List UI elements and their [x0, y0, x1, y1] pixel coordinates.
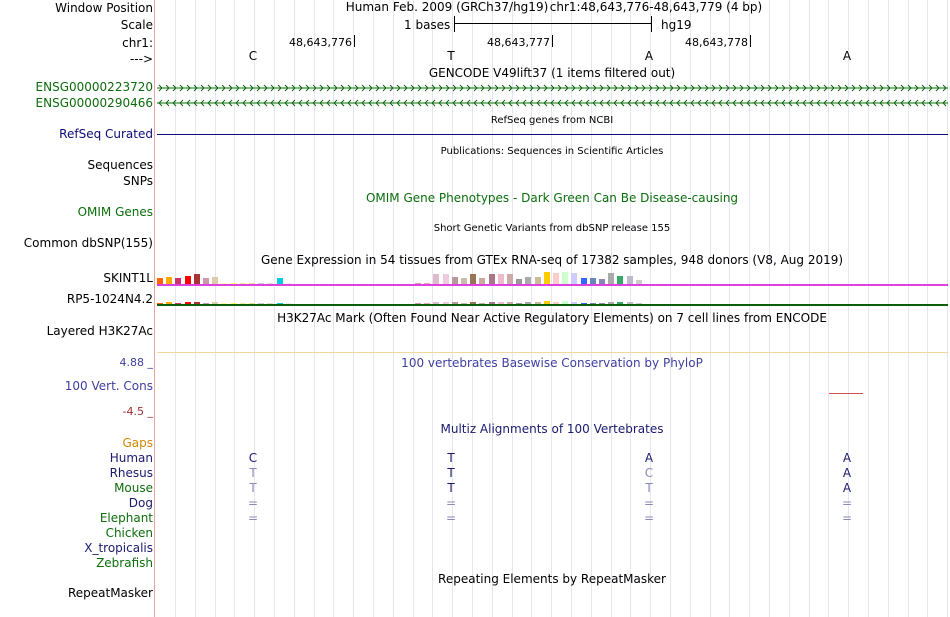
gtex-tissue-bar[interactable]: [571, 273, 577, 284]
position-text: chr1:48,643,776-48,643,779 (4 bp): [549, 0, 763, 14]
gencode-item-2-label[interactable]: ENSG00000290466: [35, 96, 153, 110]
gtex-tissue-bar[interactable]: [470, 274, 476, 284]
sequences-label[interactable]: Sequences: [87, 158, 153, 172]
scale-bar: [454, 23, 652, 24]
alignment-base: A: [842, 451, 852, 465]
h3k27ac-label[interactable]: Layered H3K27Ac: [46, 324, 153, 338]
gtex-tissue-bar[interactable]: [617, 276, 623, 284]
scale-label: Scale: [120, 18, 153, 32]
scale-bar-right-tick: [651, 16, 652, 32]
gtex-tissue-bar[interactable]: [535, 277, 541, 284]
gtex-gene-1-line[interactable]: [157, 284, 948, 286]
phylop-min-label: -4.5 _: [122, 405, 153, 418]
gtex-tissue-bar[interactable]: [525, 277, 531, 284]
ruler-tick: [750, 35, 751, 47]
ruler-tick-label: 48,643,777: [487, 36, 550, 49]
snps-label[interactable]: SNPs: [123, 174, 153, 188]
species-label-x-tropicalis[interactable]: X_tropicalis: [84, 541, 153, 555]
refseq-feature[interactable]: [157, 134, 948, 135]
phylop-track-label[interactable]: 100 Vert. Cons: [64, 379, 153, 393]
gtex-tissue-bar[interactable]: [452, 277, 458, 284]
gtex-gene-2-label[interactable]: RP5-1024N4.2: [66, 292, 153, 306]
gtex-track-title[interactable]: Gene Expression in 54 tissues from GTEx RNA-seq of 17382 samples, 948 donors (V8, Aug 2019): [260, 253, 844, 267]
alignment-base: T: [645, 481, 653, 495]
scale-bar-left-tick: [454, 16, 455, 32]
gencode-item-1-feature[interactable]: [157, 82, 948, 94]
alignment-base: =: [841, 511, 853, 525]
refseq-label[interactable]: RefSeq Curated: [59, 127, 153, 141]
alignment-base: =: [247, 496, 259, 510]
species-label-mouse[interactable]: Mouse: [114, 481, 153, 495]
species-label-dog[interactable]: Dog: [128, 496, 153, 510]
gtex-tissue-bar[interactable]: [433, 274, 439, 284]
gencode-item-1-label[interactable]: ENSG00000223720: [35, 80, 153, 94]
phylop-max-label: 4.88 _: [119, 356, 153, 369]
species-label-rhesus[interactable]: Rhesus: [109, 466, 153, 480]
species-label-chicken[interactable]: Chicken: [105, 526, 153, 540]
species-label-zebrafish[interactable]: Zebrafish: [96, 556, 153, 570]
strand-label[interactable]: --->: [129, 52, 153, 66]
gtex-tissue-bar[interactable]: [608, 273, 614, 284]
phylop-value-mark: [829, 393, 863, 394]
alignment-base: =: [445, 496, 457, 510]
gtex-tissue-bar[interactable]: [443, 274, 449, 284]
alignment-base: C: [248, 451, 258, 465]
publications-track-title[interactable]: Publications: Sequences in Scientific Articles: [440, 146, 664, 157]
alignment-base: A: [644, 451, 654, 465]
species-label-human[interactable]: Human: [109, 451, 153, 465]
phylop-track-title[interactable]: 100 vertebrates Basewise Conservation by PhyloP: [401, 356, 703, 370]
gaps-label[interactable]: Gaps: [122, 436, 153, 450]
gtex-gene-1-label[interactable]: SKINT1L: [103, 271, 153, 285]
gtex-tissue-bar[interactable]: [166, 277, 172, 284]
repeatmasker-label[interactable]: RepeatMasker: [67, 586, 153, 600]
alignment-base: =: [643, 511, 655, 525]
alignment-base: T: [447, 481, 455, 495]
omim-label[interactable]: OMIM Genes: [77, 205, 153, 219]
assembly-text: Human Feb. 2009 (GRCh37/hg19): [345, 0, 549, 14]
alignment-base: A: [842, 481, 852, 495]
alignment-base: =: [445, 511, 457, 525]
refseq-track-title[interactable]: RefSeq genes from NCBI: [490, 115, 614, 126]
alignment-base: =: [247, 511, 259, 525]
gtex-tissue-bar[interactable]: [212, 277, 218, 284]
base-letter: C: [248, 49, 258, 63]
gencode-item-2-feature[interactable]: [157, 97, 948, 109]
alignment-base: =: [643, 496, 655, 510]
h3k27ac-track-title[interactable]: H3K27Ac Mark (Often Found Near Active Regulatory Elements) on 7 cell lines from ENCODE: [277, 311, 827, 325]
alignment-base: T: [249, 481, 257, 495]
alignment-base: =: [841, 496, 853, 510]
base-letter: A: [644, 49, 654, 63]
gtex-tissue-bar[interactable]: [498, 274, 504, 284]
ruler-tick-label: 48,643,776: [289, 36, 352, 49]
alignment-base: T: [447, 451, 455, 465]
ruler-tick-label: 48,643,778: [685, 36, 748, 49]
gtex-tissue-bar[interactable]: [507, 274, 513, 284]
alignment-base: T: [447, 466, 455, 480]
omim-track-title[interactable]: OMIM Gene Phenotypes - Dark Green Can Be Disease-causing: [365, 191, 739, 205]
gtex-tissue-bar[interactable]: [553, 273, 559, 284]
base-letter: A: [842, 49, 852, 63]
gtex-gene-2-line[interactable]: [157, 304, 948, 306]
base-letter: T: [447, 49, 455, 63]
gtex-tissue-bar[interactable]: [562, 272, 568, 284]
gtex-tissue-bar[interactable]: [185, 276, 191, 284]
gtex-tissue-bar[interactable]: [544, 272, 550, 284]
species-label-elephant[interactable]: Elephant: [99, 511, 153, 525]
scale-text: 1 bases: [404, 18, 451, 32]
gencode-track-title[interactable]: GENCODE V49lift37 (1 items filtered out): [428, 66, 676, 80]
multiz-track-title[interactable]: Multiz Alignments of 100 Vertebrates: [440, 422, 664, 436]
alignment-base: T: [249, 466, 257, 480]
gtex-tissue-bar[interactable]: [627, 276, 633, 284]
gtex-tissue-bar[interactable]: [489, 274, 495, 284]
ruler-tick: [354, 35, 355, 47]
label-divider: [154, 0, 155, 617]
chr-label: chr1:: [122, 36, 153, 50]
dbsnp-label[interactable]: Common dbSNP(155): [23, 236, 153, 250]
alignment-base: C: [644, 466, 654, 480]
dbsnp-track-title[interactable]: Short Genetic Variants from dbSNP release 155: [433, 223, 671, 234]
window-position-label: Window Position: [55, 1, 153, 15]
ruler-tick: [552, 35, 553, 47]
gtex-tissue-bar[interactable]: [194, 274, 200, 284]
alignment-base: A: [842, 466, 852, 480]
repeatmasker-track-title[interactable]: Repeating Elements by RepeatMasker: [438, 572, 666, 586]
db-label: hg19: [661, 18, 692, 32]
h3k27ac-baseline: [157, 352, 948, 353]
